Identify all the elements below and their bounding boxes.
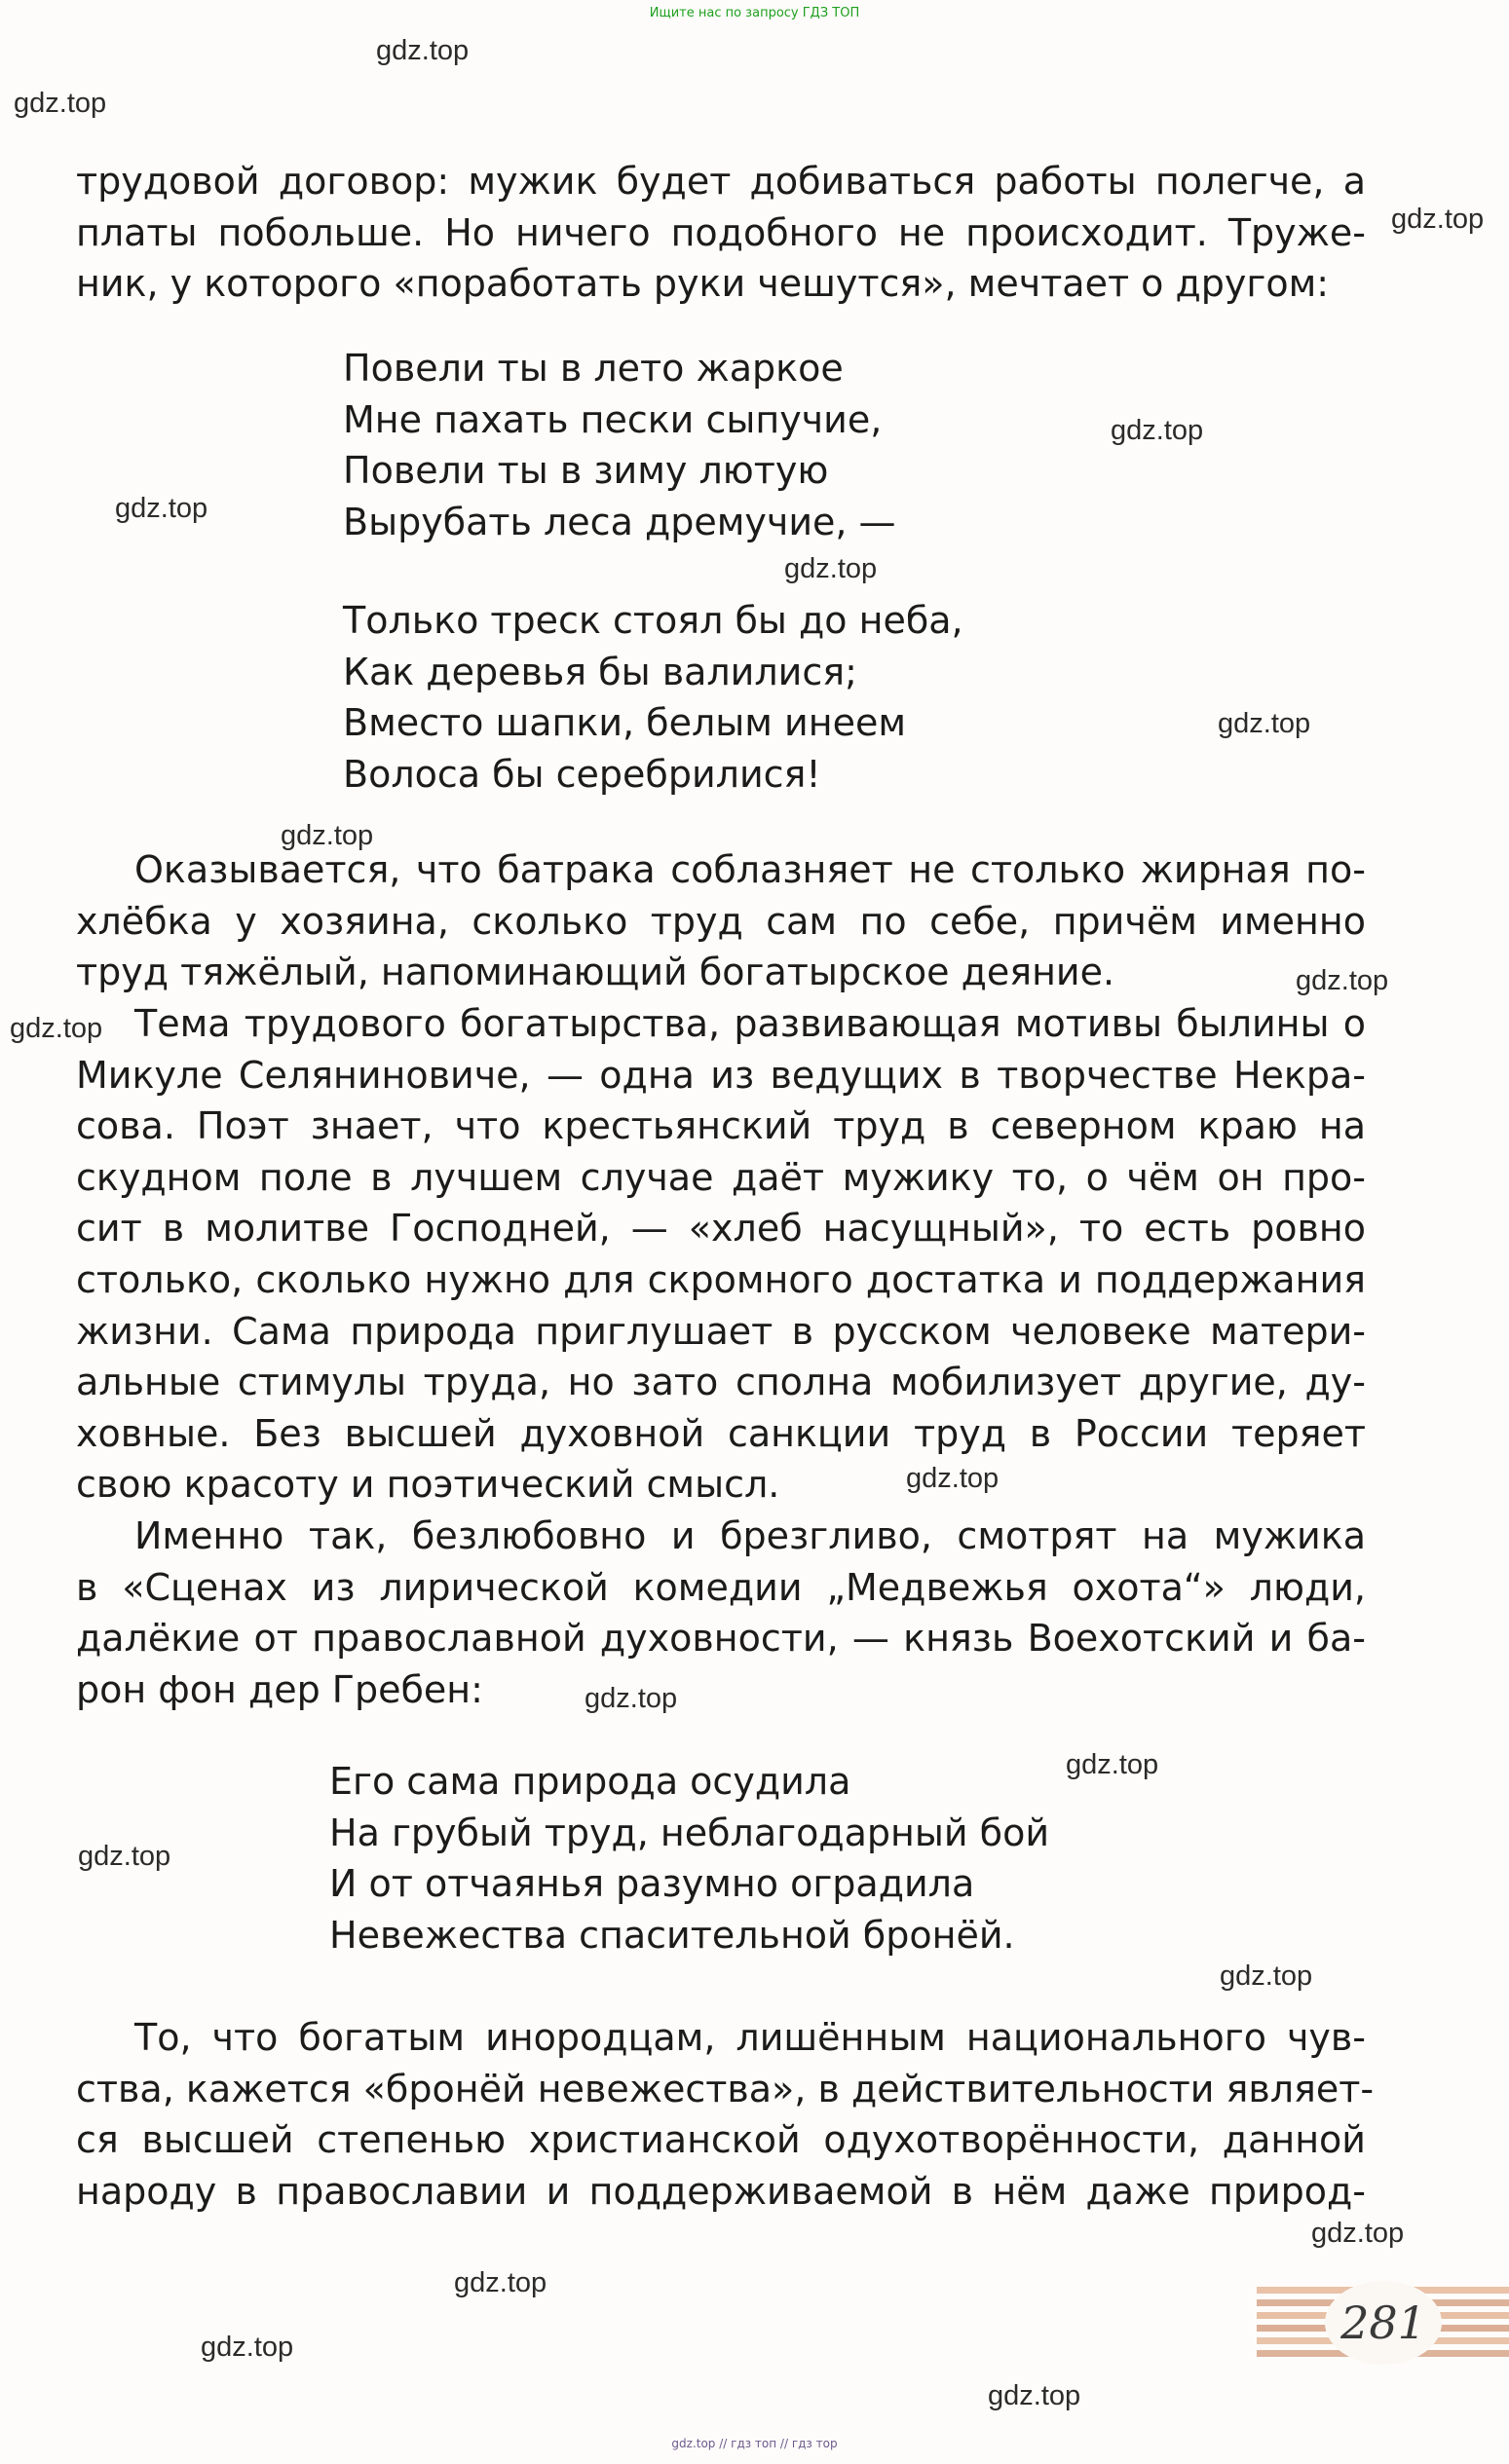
watermark[interactable]: gdz.top bbox=[115, 493, 208, 524]
text-line: в «Сценах из лирической комедии „Медвежья охота“» люди, bbox=[76, 1565, 1366, 1609]
poem-line: Его сама природа осудила bbox=[329, 1760, 851, 1803]
search-hint[interactable]: Ищите нас по запросу ГДЗ ТОП bbox=[649, 6, 860, 20]
text-line: народу в православии и поддерживаемой в нём даже природ- bbox=[76, 2169, 1366, 2213]
text-line: ховные. Без высшей духовной санкции труд в России теряет bbox=[76, 1411, 1366, 1455]
watermark[interactable]: gdz.top bbox=[1391, 204, 1485, 235]
watermark[interactable]: gdz.top bbox=[1111, 415, 1204, 446]
watermark[interactable]: gdz.top bbox=[1220, 1960, 1313, 1992]
poem-line: Невежества спасительной бронёй. bbox=[329, 1913, 1015, 1957]
page-number: 281 bbox=[1325, 2281, 1442, 2365]
poem-line: Вырубать леса дремучие, — bbox=[343, 500, 896, 543]
watermark[interactable]: gdz.top bbox=[454, 2267, 547, 2298]
paragraph bbox=[76, 844, 1366, 998]
poem-stanza bbox=[343, 343, 896, 547]
watermark[interactable]: gdz.top bbox=[1296, 965, 1389, 996]
poem-line: Повели ты в лето жаркое bbox=[343, 347, 844, 390]
text-line: Именно так, безлюбовно и брезгливо, смотрят на мужика bbox=[134, 1514, 1366, 1557]
watermark[interactable]: gdz.top bbox=[1311, 2218, 1405, 2249]
watermark[interactable]: gdz.top bbox=[78, 1841, 171, 1872]
watermark[interactable]: gdz.top bbox=[201, 2332, 294, 2363]
poem-line: Мне пахать пески сыпучие, bbox=[343, 397, 883, 441]
watermark[interactable]: gdz.top bbox=[784, 553, 878, 584]
text-line: столько, сколько нужно для скромного достатка и поддержания bbox=[76, 1257, 1366, 1301]
text-line: ства, кажется «бронёй невежества», в действительности являет- bbox=[76, 2067, 1375, 2110]
text-line: свою красоту и поэтический смысл. bbox=[76, 1463, 780, 1507]
text-line: альные стимулы труда, но зато сполна мобилизует другие, ду- bbox=[76, 1361, 1366, 1404]
watermark[interactable]: gdz.top bbox=[1218, 708, 1311, 739]
text-line: жизни. Сама природа приглушает в русском человеке матери- bbox=[76, 1309, 1366, 1353]
text-line: Тема трудового богатырства, развивающая мотивы былины о bbox=[134, 1002, 1366, 1045]
page-number-badge bbox=[1257, 2279, 1509, 2367]
poem-line: Вместо шапки, белым инеем bbox=[343, 701, 906, 745]
poem-stanza bbox=[329, 1756, 1049, 1960]
watermark[interactable]: gdz.top bbox=[1066, 1749, 1159, 1780]
text-line: платы побольше. Но ничего подобного не происходит. Труже- bbox=[76, 210, 1366, 254]
text-line: ся высшей степенью христианской одухотворённости, данной bbox=[76, 2118, 1366, 2162]
paragraph bbox=[76, 1511, 1366, 1715]
poem-line: На грубый труд, неблагодарный бой bbox=[329, 1811, 1050, 1854]
footer-links[interactable]: gdz.top // гдз топ // гдз тор bbox=[671, 2437, 838, 2450]
watermark[interactable]: gdz.top bbox=[10, 1013, 103, 1044]
watermark[interactable]: gdz.top bbox=[281, 820, 374, 851]
poem-line: Повели ты в зиму лютую bbox=[343, 449, 829, 493]
text-line: ник, у которого «поработать руки чешутся», мечтает о другом: bbox=[76, 262, 1330, 306]
watermark[interactable]: gdz.top bbox=[988, 2380, 1081, 2411]
paragraph bbox=[76, 998, 1366, 1511]
poem-line: Волоса бы серебрилися! bbox=[343, 752, 821, 796]
poem-line: Только треск стоял бы до неба, bbox=[343, 599, 963, 642]
text-line: далёкие от православной духовности, — князь Воехотский и ба- bbox=[76, 1617, 1366, 1661]
poem-line: Как деревья бы валилися; bbox=[343, 650, 857, 693]
text-line: сова. Поэт знает, что крестьянский труд в северном краю на bbox=[76, 1104, 1366, 1148]
paragraph bbox=[76, 2012, 1375, 2217]
watermark[interactable]: gdz.top bbox=[14, 88, 107, 119]
text-line: труд тяжёлый, напоминающий богатырское деяние. bbox=[76, 951, 1115, 994]
text-line: сит в молитве Господней, — «хлеб насущный», то есть ровно bbox=[76, 1207, 1366, 1251]
text-line: Оказывается, что батрака соблазняет не столько жирная по- bbox=[134, 848, 1366, 891]
watermark[interactable]: gdz.top bbox=[376, 35, 470, 66]
text-line: То, что богатым инородцам, лишённым национального чув- bbox=[134, 2016, 1366, 2059]
text-line: Микуле Селяниновиче, — одна из ведущих в творчестве Некра- bbox=[76, 1053, 1366, 1097]
text-line: трудовой договор: мужик будет добиваться работы полегче, а bbox=[76, 160, 1366, 203]
poem-line: И от отчаянья разумно оградила bbox=[329, 1862, 975, 1906]
paragraph bbox=[76, 156, 1366, 310]
watermark[interactable]: gdz.top bbox=[906, 1463, 1000, 1494]
text-line: хлёбка у хозяина, сколько труд сам по себе, причём именно bbox=[76, 899, 1366, 943]
text-line: скудном поле в лучшем случае даёт мужику то, о чём он про- bbox=[76, 1155, 1366, 1199]
poem-stanza bbox=[343, 595, 963, 800]
text-line: рон фон дер Гребен: bbox=[76, 1667, 483, 1711]
watermark[interactable]: gdz.top bbox=[585, 1683, 678, 1714]
